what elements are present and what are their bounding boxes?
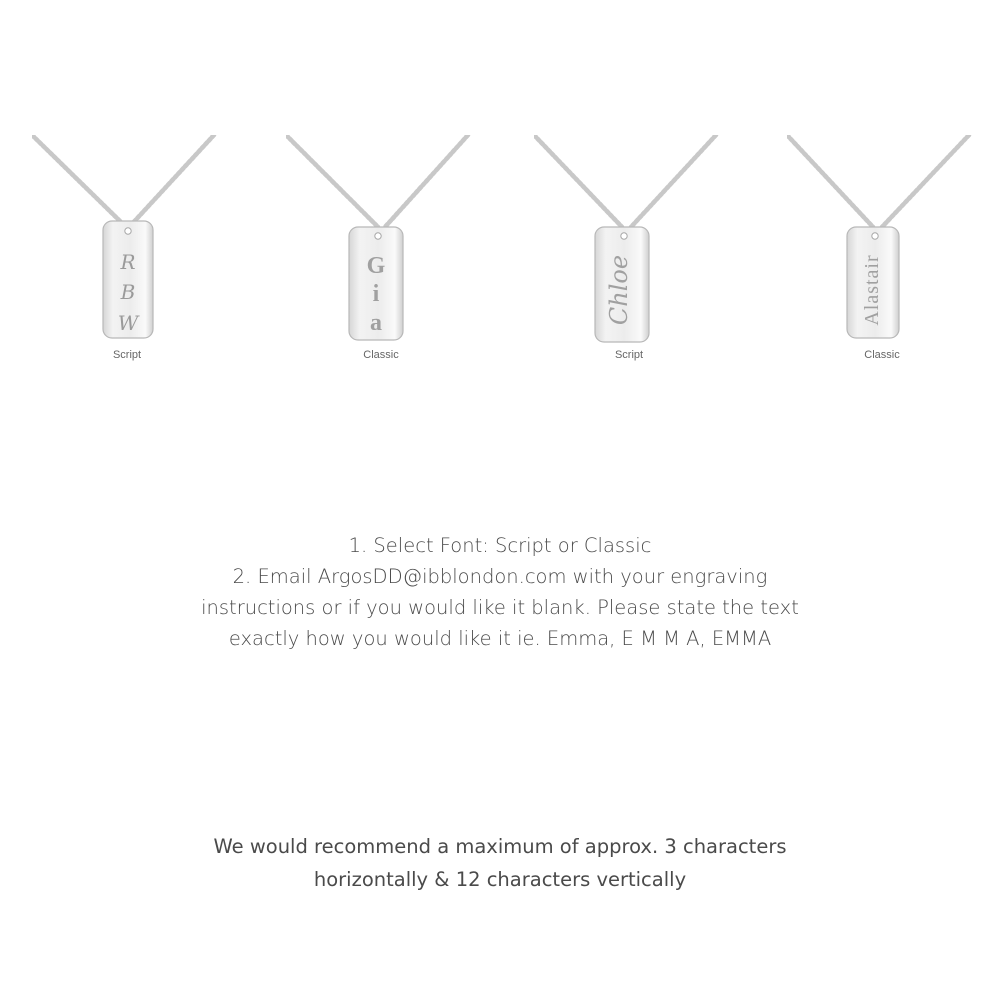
font-label: Script (614, 349, 644, 361)
pendant-classic-gia (286, 135, 476, 365)
font-label: Classic (363, 349, 399, 361)
engraving-char: a (370, 310, 382, 336)
dog-tag-necklace-image (286, 135, 476, 365)
font-label: Script (112, 349, 142, 361)
engraving-text: Chloe (605, 254, 633, 326)
engraving-instructions (150, 530, 850, 654)
engraving-char: G (366, 253, 386, 279)
dog-tag-necklace-image (32, 135, 222, 365)
engraving-char: i (372, 281, 380, 307)
instruction-line: instructions or if you would like it blank. Please state the text (201, 596, 799, 619)
character-recommendation (150, 830, 850, 896)
pendant-classic-alastair (787, 135, 977, 365)
engraving-char: W (117, 311, 139, 335)
engraving-char: R (120, 250, 136, 274)
dog-tag-necklace-image (534, 135, 724, 365)
font-label: Classic (864, 349, 900, 361)
pendant-script-chloe (534, 135, 724, 365)
recommendation-line: We would recommend a maximum of approx. 3 characters (213, 835, 787, 858)
instruction-line: 1. Select Font: Script or Classic (348, 534, 652, 557)
instruction-line: 2. Email ArgosDD@ibblondon.com with your engraving (232, 565, 768, 588)
engraving-text: Alastair (861, 254, 883, 326)
instruction-line: exactly how you would like it ie. Emma, E M M A, EMMA (228, 627, 772, 650)
dog-tag-necklace-image (787, 135, 977, 365)
engraving-char: B (120, 280, 136, 304)
pendant-script-rbw (32, 135, 222, 365)
recommendation-line: horizontally & 12 characters vertically (313, 868, 687, 891)
